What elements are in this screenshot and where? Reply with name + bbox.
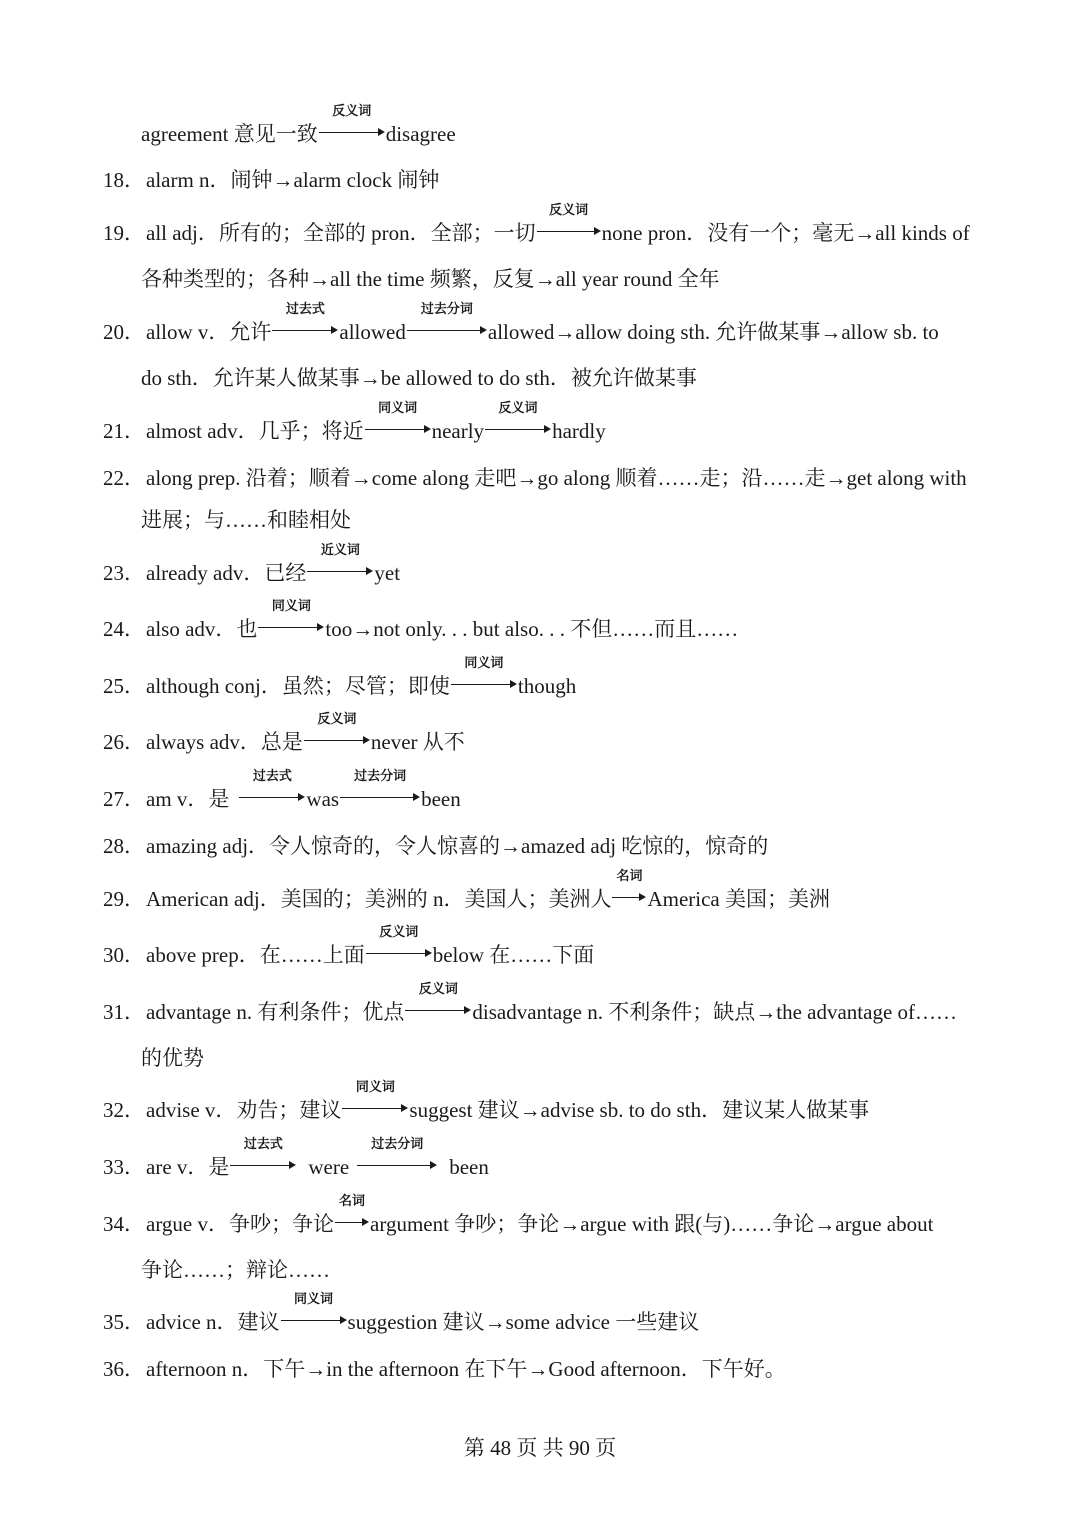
entry-text: advice n．建议 [146, 1310, 280, 1334]
antonym-arrow: 反义词 [304, 739, 370, 749]
entry-text: above prep．在……上面 [146, 943, 365, 967]
entry-text: American adj．美国的；美洲的 n．美国人；美洲人 [146, 887, 612, 911]
entry-text: advise v．劝告；建议 [146, 1098, 342, 1122]
entry-number: 32． [103, 1098, 145, 1122]
entry-number: 34． [103, 1212, 145, 1236]
past-participle-arrow: 过去分词 [357, 1164, 437, 1174]
entry-text: afternoon n．下午→in the afternoon 在下午→Good afternoon．下午好。 [146, 1357, 786, 1381]
synonym-arrow: 同义词 [342, 1107, 408, 1117]
entry-text: amazing adj．令人惊奇的，令人惊喜的→amazed adj 吃惊的，惊奇的 [146, 834, 769, 858]
entry-text: also adv．也 [146, 617, 258, 641]
entry-number: 18． [103, 168, 145, 192]
antonym-arrow: 反义词 [485, 428, 551, 438]
synonym-arrow: 同义词 [451, 683, 517, 693]
synonym-arrow: 同义词 [258, 626, 324, 636]
page-number-footer: 第 48 页 共 90 页 [463, 1436, 617, 1460]
entry-number: 20． [103, 320, 145, 344]
entry-number: 26． [103, 730, 145, 754]
entry-text: although conj．虽然；尽管；即使 [146, 674, 450, 698]
entry-text: are v．是 [146, 1155, 230, 1179]
entry-number: 19． [103, 221, 145, 245]
entry-number: 33． [103, 1155, 145, 1179]
entry-text: disadvantage n. 不利条件；缺点→the advantage of…… [472, 1000, 958, 1024]
entry-text: below 在……下面 [432, 943, 595, 967]
past-tense-arrow: 过去式 [239, 796, 305, 806]
entry-number: 27． [103, 787, 145, 811]
entry-text: allow v．允许 [146, 320, 272, 344]
entry-text: agreement 意见一致 [141, 122, 318, 146]
entry-text: always adv．总是 [146, 730, 303, 754]
entry-text: advantage n. 有利条件；优点 [146, 1000, 405, 1024]
entry-number: 35． [103, 1310, 145, 1334]
entry-text: been [449, 1155, 489, 1179]
entry-text: along prep. 沿着；顺着→come along 走吧→go along 顺着……走；沿……走→get along with [146, 466, 967, 490]
entry-number: 31． [103, 1000, 145, 1024]
entry-text: were [308, 1155, 350, 1179]
entry-number: 21． [103, 419, 145, 443]
entry-text: already adv．已经 [146, 561, 307, 585]
entry-number: 29． [103, 887, 145, 911]
entry-number: 36． [103, 1357, 145, 1381]
near-synonym-arrow: 近义词 [307, 570, 373, 580]
past-participle-arrow: 过去分词 [340, 796, 420, 806]
past-tense-arrow: 过去式 [230, 1164, 296, 1174]
noun-arrow: 名词 [335, 1221, 369, 1231]
entry-text: too→not only. . . but also. . . 不但……而且…… [325, 617, 739, 641]
entry-text: alarm n．闹钟→alarm clock 闹钟 [146, 168, 440, 192]
synonym-arrow: 同义词 [365, 428, 431, 438]
entry-number: 30． [103, 943, 145, 967]
entry-text: suggest 建议→advise sb. to do sth．建议某人做某事 [409, 1098, 870, 1122]
entry-number: 28． [103, 834, 145, 858]
entry-text: am v．是 [146, 787, 230, 811]
entry-number: 24． [103, 617, 145, 641]
entry-text: allowed→allow doing sth. 允许做某事→allow sb. to [487, 320, 939, 344]
entry-text: argument 争吵；争论→argue with 跟(与)……争论→argue about [370, 1212, 934, 1236]
entry-text: never 从不 [370, 730, 465, 754]
entry-text: though [517, 674, 577, 698]
past-tense-arrow: 过去式 [272, 329, 338, 339]
entry-text: been [421, 787, 461, 811]
antonym-arrow: 反义词 [366, 952, 432, 962]
document-page: agreement 意见一致 反义词 disagree 18． alarm n．闹钟→alarm clock 闹钟 19． all adj．所有的；全部的 pron．全部；一切 反义词 none pron．没有一个；毫无→all kinds of 各种类型的；各种→all the time 频繁，反复→all year round 全年 20． allow v．允许 过去式 allowed 过去分词 allowed→allow doing sth. 允许做某事→allow sb. to do sth．允许某人做某事→be allowed to do sth．被允许做某事 21． almost adv．几乎；将近 同义词 nearly 反义词 hardly 22． along prep. 沿着；顺着→come along 走吧→go along 顺着……走；沿……走→get along with 进展；与……和睦相处 23． already adv．已经 近义词 yet 24． also adv．也 同义词 too→not only. . . but also. . . 不但……而且…… 25． although conj．虽然；尽管；即使 同义词 though 26． always adv．总是 反义词 never 从不 27． am v．是 过去式 was 过去分词 been 28． amazing adj．令人惊奇的，令人惊喜的→amazed adj 吃惊的，惊奇的 29． American adj．美国的；美洲的 n．美国人；美洲人 名词 America 美国；美洲 30． above prep．在……上面 反义词 below 在……下面 31． advantage n. 有利条件；优点 反义词 disadvantage n. 不利条件；缺点→the advantage of…… 的优势 32． advise v．劝告；建议 同义词 suggest 建议→advise sb. to do sth．建议某人做某事 33． are v．是 过去式 were 过去分词 been 34． argue v．争吵；争论 名词 argument 争吵；争论→argue with 跟(与)……争论→argue about 争论……；辩论…… 35． advice n．建议 同义词 suggestion 建议→some advice 一些建议 36． afternoon n．下午→in the afternoon 在下午→Good afternoon．下午好。 第 48 页 共 90 页 [0, 0, 1080, 1527]
entry-text: was [306, 787, 340, 811]
past-participle-arrow: 过去分词 [407, 329, 487, 339]
antonym-arrow: 反义词 [319, 131, 385, 141]
entry-text: yet [374, 561, 401, 585]
entry-text: allowed [339, 320, 406, 344]
entry-text: none pron．没有一个；毫无→all kinds of [601, 221, 970, 245]
entry-number: 23． [103, 561, 145, 585]
entry-text: disagree [385, 122, 456, 146]
entry-text: argue v．争吵；争论 [146, 1212, 335, 1236]
entry-text: all adj．所有的；全部的 pron．全部；一切 [146, 221, 536, 245]
synonym-arrow: 同义词 [281, 1319, 347, 1329]
entry-number: 22． [103, 466, 145, 490]
entry-text: almost adv．几乎；将近 [146, 419, 364, 443]
entry-number: 25． [103, 674, 145, 698]
antonym-arrow: 反义词 [405, 1009, 471, 1019]
antonym-arrow: 反义词 [537, 230, 601, 240]
entry-text: nearly [431, 419, 485, 443]
noun-arrow: 名词 [612, 896, 646, 906]
entry-text: suggestion 建议→some advice 一些建议 [347, 1310, 700, 1334]
entry-text: America 美国；美洲 [647, 887, 830, 911]
entry-text: hardly [552, 419, 606, 443]
